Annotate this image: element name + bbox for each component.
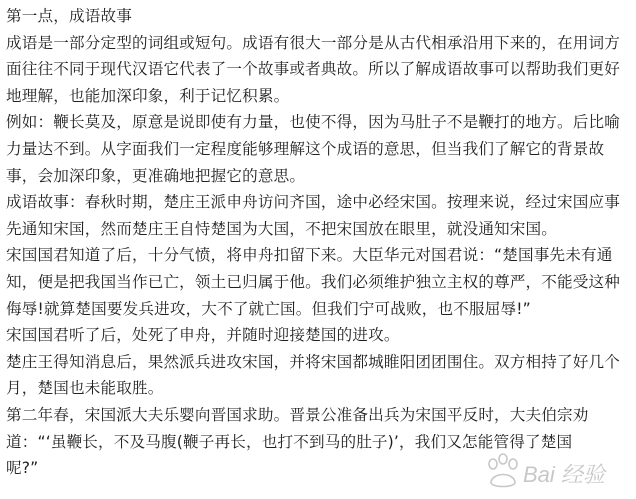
paragraph-line: 宋国国君听了后，处死了申舟，并随时迎接楚国的进攻。 [6, 326, 400, 345]
paragraph-line: 成语是一部分定型的词组或短句。成语有很大一部分是从古代相承沿用下来的，在用词方 [6, 33, 621, 52]
paragraph-line: 第二年春，宋国派大夫乐婴向晋国求助。晋景公准备出兵为宋国平反时，大夫伯宗劝 [6, 405, 589, 424]
paragraph-line: 例如：鞭长莫及，原意是说即使有力量，也使不得，因为马肚子不是鞭打的地方。后比喻 [6, 113, 621, 132]
paragraph-line: 月，楚国也未能取胜。 [6, 379, 164, 398]
paragraph-line: 呢?” [6, 459, 39, 478]
paragraph-line: 地理解，也能加深印象，利于记忆积累。 [6, 86, 290, 105]
watermark-label: Bai 经验 [523, 462, 605, 487]
section-heading: 第一点，成语故事 [6, 7, 132, 25]
paragraph-line: 事，会加深印象，更准确地把握它的意思。 [6, 166, 306, 185]
paragraph-line: 面往往不同于现代汉语它代表了一个故事或者典故。所以了解成语故事可以帮助我们更好 [6, 60, 621, 79]
paragraph-line: 楚庄王得知消息后，果然派兵进攻宋国，并将宋国都城睢阳团团围住。双方相持了好几个 [6, 352, 621, 371]
paragraph-line: 道：“‘虽鞭长，不及马腹(鞭子再长，也打不到马的肚子)’，我们又怎能管得了楚国 [6, 432, 573, 451]
paragraph-line: 先通知宋国，然而楚庄王自恃楚国为大国，不把宋国放在眼里，就没通知宋国。 [6, 219, 558, 238]
paragraph-line: 宋国国君知道了后，十分气愤，将申舟扣留下来。大臣华元对国君说：“楚国事先未有通 [6, 246, 613, 265]
paragraph-line: 成语故事：春秋时期，楚庄王派申舟访问齐国，途中必经宋国。按理来说，经过宋国应事 [6, 193, 621, 212]
paragraph-line: 力量达不到。从字面我们一定程度能够理解这个成语的意思，但当我们了解它的背景故 [6, 139, 605, 158]
paragraph-line: 知，便是把我国当作已亡，领土已归属于他。我们必须维护独立主权的尊严，不能受这种 [6, 272, 621, 291]
paragraph-line: 侮辱!就算楚国要发兵进攻，大不了就亡国。但我们宁可战败，也不服屈辱!” [6, 299, 531, 318]
